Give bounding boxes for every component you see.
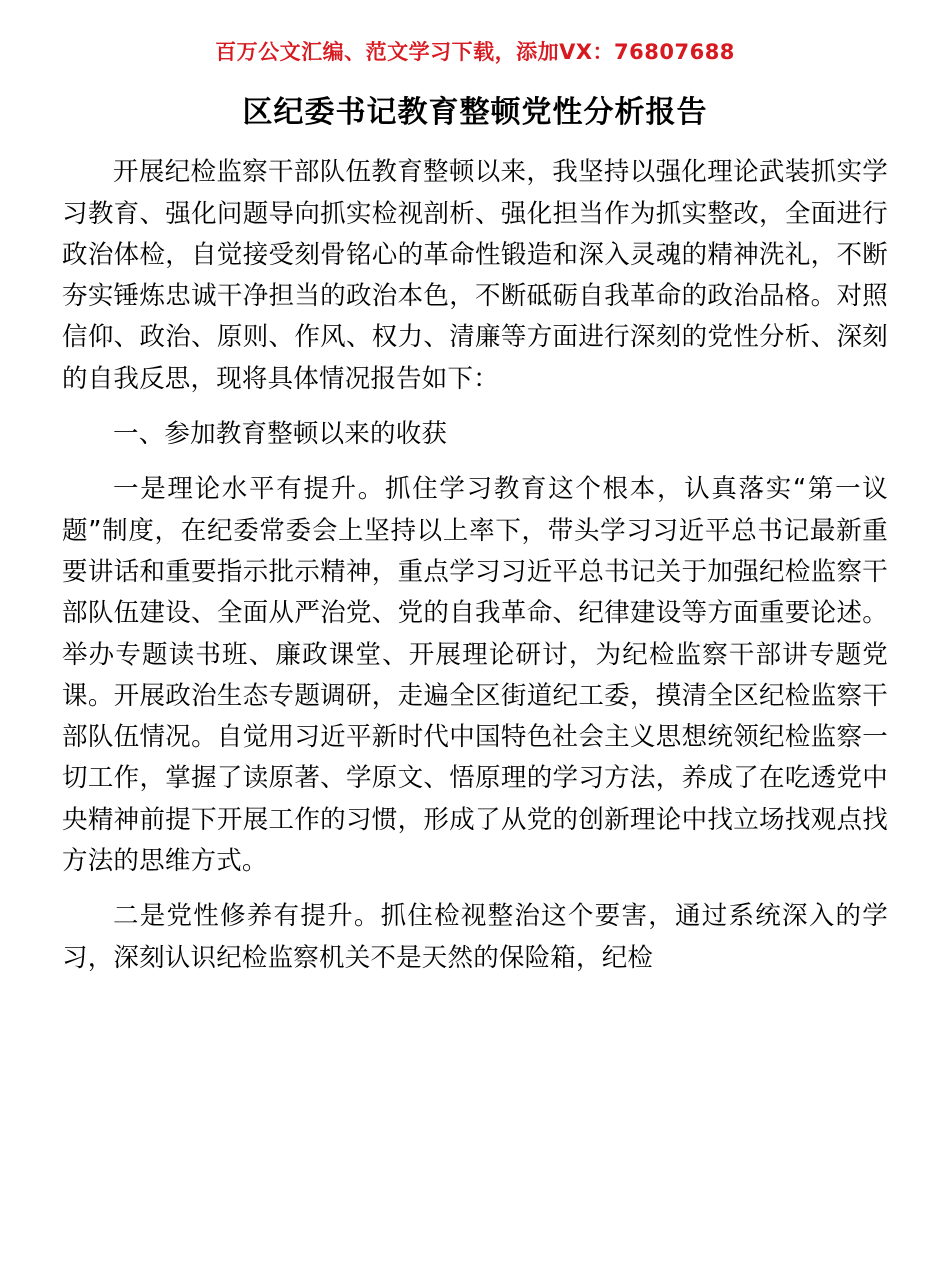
paragraph-point-two: 二是党性修养有提升。抓住检视整治这个要害，通过系统深入的学习，深刻认识纪检监察机关不是天然的保险箱，纪检 [62, 901, 888, 973]
paragraph-intro: 开展纪检监察干部队伍教育整顿以来，我坚持以强化理论武装抓实学习教育、强化问题导向抓实检视剖析、强化担当作为抓实整改，全面进行政治体检，自觉接受刻骨铭心的革命性锻造和深入灵魂的精神洗礼，不断夯实锤炼忠诚干净担当的政治本色，不断砥砺自我革命的政治品格。对照信仰、政治、原则、作风、权力、清廉等方面进行深刻的党性分析、深刻的自我反思，现将具体情况报告如下： [62, 157, 888, 394]
page-title: 区纪委书记教育整顿党性分析报告 [242, 95, 708, 131]
section-heading-one: 一、参加教育整顿以来的收获 [113, 419, 448, 450]
document-body [62, 152, 888, 979]
paragraph-point-one: 一是理论水平有提升。抓住学习教育这个根本，认真落实“第一议题”制度，在纪委常委会上坚持以上率下，带头学习习近平总书记最新重要讲话和重要指示批示精神，重点学习习近平总书记关于加强纪检监察干部队伍建设、全面从严治党、党的自我革命、纪律建设等方面重要论述。举办专题读书班、廉政课堂、开展理论研讨，为纪检监察干部讲专题党课。开展政治生态专题调研，走遍全区街道纪工委，摸清全区纪检监察干部队伍情况。自觉用习近平新时代中国特色社会主义思想统领纪检监察一切工作，掌握了读原著、学原文、悟原理的学习方法，养成了在吃透党中央精神前提下开展工作的习惯，形成了从党的创新理论中找立场找观点找方法的思维方式。 [62, 474, 888, 877]
document-page [0, 40, 950, 1270]
promo-watermark: 百万公文汇编、范文学习下载，添加VX：76807688 [215, 40, 735, 64]
